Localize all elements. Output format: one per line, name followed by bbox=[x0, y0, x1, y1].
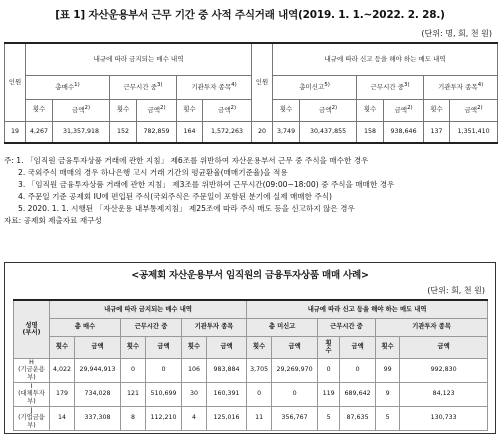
trade-summary-table bbox=[4, 42, 498, 144]
table-cell: 19 bbox=[5, 121, 26, 143]
header-inst-items-2: 기관투자 종목$^{4)}$ bbox=[424, 75, 498, 99]
header-count-split: 횟 수 bbox=[318, 336, 340, 358]
table-cell: 0 bbox=[146, 358, 182, 382]
table-cell: 9 bbox=[376, 382, 400, 406]
footnote-4: 4. 주문일 기준 공제회 IU에 편입된 주식(국외주식은 주문일이 포함된 분기에 실제 매매한 주식) bbox=[18, 192, 333, 201]
header-prohibited-buys: 내규에 따라 금지되는 매수 내역 bbox=[26, 43, 252, 75]
table-cell: 8 bbox=[121, 406, 146, 430]
table-cell: 3,705 bbox=[247, 358, 272, 382]
person-dept: (대체투자부) bbox=[18, 390, 45, 405]
header-total-report: 총미신고$^{5)}$ bbox=[273, 75, 357, 99]
table-row bbox=[14, 406, 488, 430]
person-dept: (기금운용부) bbox=[18, 366, 45, 381]
table-cell: 29,269,970 bbox=[272, 358, 318, 382]
table-cell: 1,572,263 bbox=[203, 121, 252, 143]
table-cell: 4 bbox=[182, 406, 207, 430]
case-box-title: <공제회 자산운용부서 임직원의 금융투자상품 매매 사례> bbox=[131, 270, 369, 281]
case-unit-label: (단위: 회, 천 원) bbox=[427, 286, 485, 295]
person-name: J bbox=[30, 407, 33, 415]
table-cell: 31,357,918 bbox=[53, 121, 110, 143]
table-row bbox=[5, 121, 498, 143]
table-cell: 938,646 bbox=[384, 121, 424, 143]
table-row bbox=[14, 382, 488, 406]
table-cell: 14 bbox=[50, 406, 75, 430]
footnote-5: 5. 2020. 1. 1. 시행된 「자산운용 내부통제지침」 제25조에 따라 주식 매도 등을 신고하지 않은 경우 bbox=[18, 204, 355, 213]
table-cell: 179 bbox=[50, 382, 75, 406]
table-cell: 87,635 bbox=[340, 406, 376, 430]
header-people: 인원 bbox=[5, 43, 26, 121]
header-count: 횟수 bbox=[177, 99, 203, 121]
header-amount: 금액 bbox=[75, 336, 121, 358]
header-amount: 금액 bbox=[340, 336, 376, 358]
table-row bbox=[14, 358, 488, 382]
footnote-1: 주: 1. 「임직원 금융투자상품 거래에 관한 지침」 제6조를 위반하여 자산운용부서 근무 중 주식을 매수한 경우 bbox=[4, 156, 369, 165]
case-box bbox=[4, 262, 496, 434]
table-cell: 782,859 bbox=[137, 121, 177, 143]
header-count: 횟수 bbox=[376, 336, 400, 358]
table-cell: 734,028 bbox=[75, 382, 121, 406]
header-amount: 금액$^{2)}$ bbox=[300, 99, 357, 121]
header-amount: 금액$^{2)}$ bbox=[137, 99, 177, 121]
table-cell: 99 bbox=[376, 358, 400, 382]
header-amount: 금액$^{2)}$ bbox=[53, 99, 110, 121]
header-name-dept: 성명 (부서) bbox=[14, 300, 50, 358]
table-cell: 992,830 bbox=[400, 358, 488, 382]
person-name: I bbox=[30, 383, 33, 391]
header-report-sells: 내규에 따라 신고 등을 해야 하는 매도 내역 bbox=[273, 43, 498, 75]
table-cell: 106 bbox=[182, 358, 207, 382]
header-work-hours: 근무시간 중 bbox=[121, 318, 182, 336]
table-cell: 5 bbox=[376, 406, 400, 430]
header-amount: 금액$^{2)}$ bbox=[450, 99, 498, 121]
header-inst-items: 기관투자 종목$^{4)}$ bbox=[177, 75, 252, 99]
case-table bbox=[13, 299, 488, 431]
person-dept: (기업금융부) bbox=[18, 414, 45, 429]
table-cell: 689,642 bbox=[340, 382, 376, 406]
header-amount: 금액$^{2)}$ bbox=[203, 99, 252, 121]
table-cell: 0 bbox=[247, 382, 272, 406]
table-cell: 4,022 bbox=[50, 358, 75, 382]
table-cell: 137 bbox=[424, 121, 450, 143]
header-inst-items-2: 기관투자 종목 bbox=[376, 318, 488, 336]
source-note: 자료: 공제회 제출자료 재구성 bbox=[4, 216, 102, 225]
header-work-hours-2: 근무시간 중 bbox=[318, 318, 376, 336]
table-cell: 4,267 bbox=[26, 121, 53, 143]
header-count: 횟수 bbox=[26, 99, 53, 121]
header-total-buy: 총 매수 bbox=[50, 318, 121, 336]
header-count: 횟수 bbox=[247, 336, 272, 358]
table-cell: 20 bbox=[252, 121, 273, 143]
table-cell: 30,437,855 bbox=[300, 121, 357, 143]
header-count: 횟수 bbox=[121, 336, 146, 358]
table-cell: 160,391 bbox=[207, 382, 247, 406]
header-work-hours-2: 근무시간 중$^{3)}$ bbox=[357, 75, 424, 99]
table-cell: 130,733 bbox=[400, 406, 488, 430]
header-amount: 금액 bbox=[400, 336, 488, 358]
footnote-3: 3. 「임직원 금융투자상품 거래에 관한 지침」 제3조를 위반하여 근무시간(09:00~18:00) 중 주식을 매매한 경우 bbox=[18, 180, 395, 189]
header-amount: 금액 bbox=[146, 336, 182, 358]
table-cell: 356,767 bbox=[272, 406, 318, 430]
table-cell: 5 bbox=[318, 406, 340, 430]
table-cell: 0 bbox=[272, 382, 318, 406]
header-total-buy: 총매수$^{1)}$ bbox=[26, 75, 110, 99]
table-cell: 0 bbox=[318, 358, 340, 382]
header-count: 횟수 bbox=[273, 99, 300, 121]
header-count: 횟수 bbox=[424, 99, 450, 121]
header-count: 횟수 bbox=[50, 336, 75, 358]
table-cell: 3,749 bbox=[273, 121, 300, 143]
header-count: 횟수 bbox=[357, 99, 384, 121]
table-cell: 121 bbox=[121, 382, 146, 406]
header-count: 횟수 bbox=[110, 99, 137, 121]
document-title: [표 1] 자산운용부서 근무 기간 중 사적 주식거래 내역(2019. 1. 1.~2022. 2. 28.) bbox=[55, 9, 445, 21]
table-cell: 0 bbox=[121, 358, 146, 382]
header-people-2: 인원 bbox=[252, 43, 273, 121]
table-cell: 30 bbox=[182, 382, 207, 406]
table-cell: 510,699 bbox=[146, 382, 182, 406]
table-cell: 152 bbox=[110, 121, 137, 143]
header-count: 횟수 bbox=[182, 336, 207, 358]
table-cell: 158 bbox=[357, 121, 384, 143]
footnotes bbox=[4, 155, 496, 227]
table-cell: 164 bbox=[177, 121, 203, 143]
header-amount: 금액 bbox=[272, 336, 318, 358]
table-cell: 125,016 bbox=[207, 406, 247, 430]
table-cell: 0 bbox=[340, 358, 376, 382]
table-cell: 983,884 bbox=[207, 358, 247, 382]
header-total-report: 총 미신고 bbox=[247, 318, 318, 336]
person-name: H bbox=[29, 359, 34, 367]
table-cell: 11 bbox=[247, 406, 272, 430]
footnote-2: 2. 국외주식 매매의 경우 하나은행 고시 거래 기간의 평균환율(매매기준율)을 적용 bbox=[18, 168, 288, 177]
header-amount: 금액 bbox=[207, 336, 247, 358]
table-cell: 29,944,913 bbox=[75, 358, 121, 382]
table-cell: 84,123 bbox=[400, 382, 488, 406]
table-cell: 1,351,410 bbox=[450, 121, 498, 143]
header-prohibited-buys: 내규에 따라 금지되는 매수 내역 bbox=[50, 300, 247, 318]
header-amount: 금액$^{2)}$ bbox=[384, 99, 424, 121]
header-work-hours: 근무시간 중$^{3)}$ bbox=[110, 75, 177, 99]
table-cell: 112,210 bbox=[146, 406, 182, 430]
header-report-sells: 내규에 따라 신고 등을 해야 하는 매도 내역 bbox=[247, 300, 488, 318]
table-cell: 337,308 bbox=[75, 406, 121, 430]
table-cell: 119 bbox=[318, 382, 340, 406]
unit-label: (단위: 명, 회, 천 원) bbox=[421, 29, 492, 38]
header-inst-items: 기관투자 종목 bbox=[182, 318, 247, 336]
